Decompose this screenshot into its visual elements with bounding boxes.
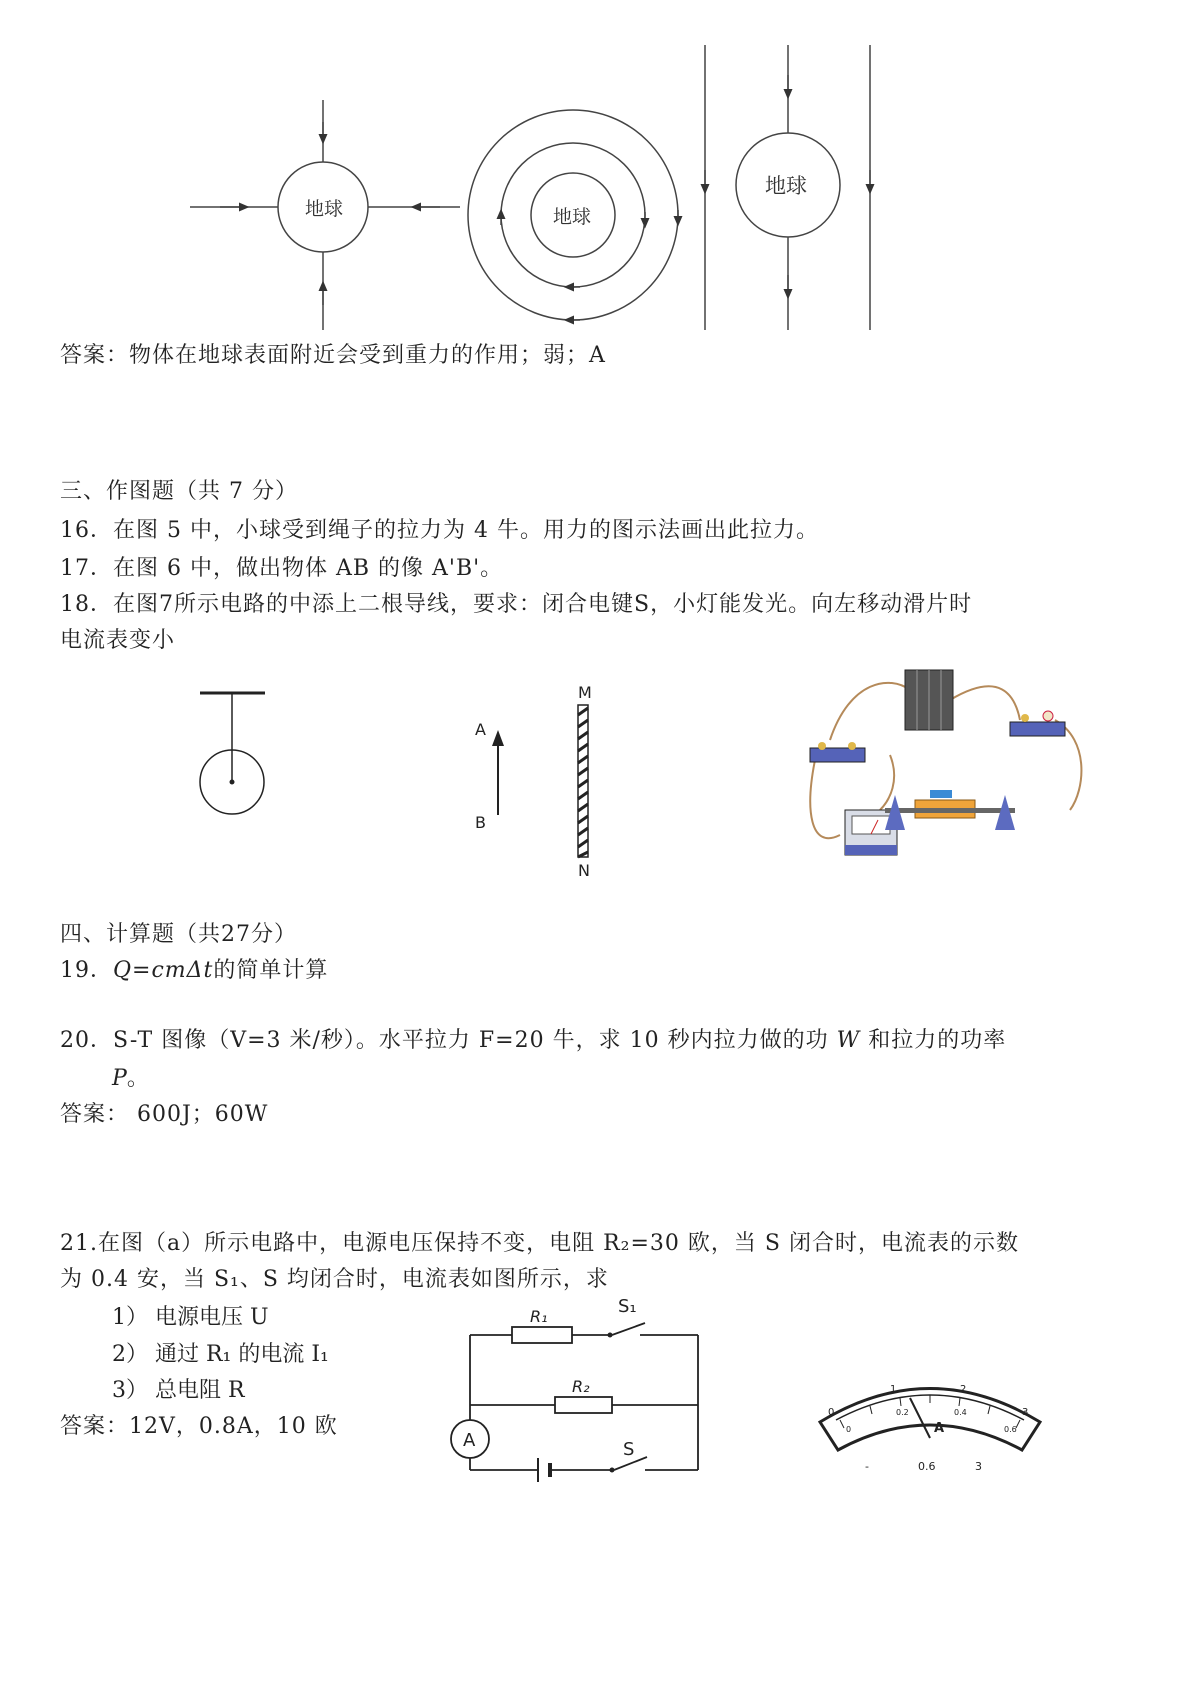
dial-tick-3: 3 bbox=[1022, 1407, 1029, 1418]
question-21-item-3: 3） 总电阻 R bbox=[112, 1378, 245, 1403]
rheostat-icon bbox=[885, 790, 1015, 830]
question-20-p: P bbox=[112, 1066, 127, 1091]
earth-parallel-field-diagram bbox=[705, 45, 870, 330]
figure-5-hanging-ball bbox=[190, 690, 280, 850]
earth-field-figure bbox=[180, 40, 960, 340]
question-18-line-2: 电流表变小 bbox=[60, 628, 176, 653]
earth-label: 地球 bbox=[765, 174, 807, 198]
resistor-r1 bbox=[512, 1327, 572, 1343]
answer-20: 答案： 600J；60W bbox=[60, 1102, 269, 1127]
circuit-diagram-a bbox=[440, 1290, 730, 1495]
dial-small-tick-3: 0.6 bbox=[1004, 1425, 1017, 1434]
s-label: S bbox=[623, 1439, 635, 1460]
dial-tick-2: 2 bbox=[960, 1384, 967, 1395]
point-b-label: B bbox=[475, 813, 486, 832]
figure-6-mirror bbox=[465, 680, 635, 880]
earth-radial-field-diagram bbox=[190, 100, 460, 330]
dial-tick-1: 1 bbox=[890, 1384, 897, 1395]
question-18-line-1: 18．在图7所示电路的中添上二根导线，要求：闭合电键S，小灯能发光。向左移动滑片时 bbox=[60, 592, 973, 617]
ammeter-dial bbox=[810, 1370, 1050, 1480]
question-19 bbox=[60, 953, 328, 984]
terminal-0-6: 0.6 bbox=[918, 1460, 936, 1473]
battery-symbol bbox=[538, 1458, 550, 1482]
earth-label: 地球 bbox=[553, 206, 592, 228]
section-3-title: 三、作图题（共 7 分） bbox=[60, 479, 298, 504]
question-19-formula: Q=cmΔt bbox=[113, 958, 214, 983]
question-20-text: 20．S-T 图像（V=3 米/秒）。水平拉力 F=20 牛，求 10 秒内拉力做的功 bbox=[60, 1028, 837, 1053]
terminal-negative: - bbox=[865, 1460, 869, 1473]
terminal-3: 3 bbox=[975, 1460, 982, 1473]
answer-15: 答案：物体在地球表面附近会受到重力的作用；弱；A bbox=[60, 343, 606, 368]
question-20-line-1 bbox=[60, 1023, 1006, 1054]
point-a-label: A bbox=[475, 720, 486, 739]
s1-label: S₁ bbox=[618, 1296, 637, 1317]
battery-icon bbox=[905, 670, 953, 730]
mirror-m-label: M bbox=[578, 683, 592, 702]
question-21-line-2: 为 0.4 安，当 S₁、S 均闭合时，电流表如图所示，求 bbox=[60, 1267, 609, 1292]
question-21-item-2: 2） 通过 R₁ 的电流 I₁ bbox=[112, 1342, 329, 1367]
ammeter-label: A bbox=[463, 1430, 476, 1451]
dial-small-tick-1: 0.2 bbox=[896, 1408, 909, 1417]
dial-tick-0: 0 bbox=[828, 1407, 835, 1418]
question-16: 16．在图 5 中，小球受到绳子的拉力为 4 牛。用力的图示法画出此拉力。 bbox=[60, 518, 819, 543]
dial-unit: A bbox=[934, 1421, 945, 1436]
dial-small-tick-2: 0.4 bbox=[954, 1408, 967, 1417]
figure-7-circuit-photo bbox=[800, 660, 1090, 870]
resistor-r2 bbox=[555, 1397, 612, 1413]
question-17: 17．在图 6 中，做出物体 AB 的像 A'B'。 bbox=[60, 556, 504, 581]
question-20-text-end: 和拉力的功率 bbox=[860, 1028, 1007, 1053]
question-21-line-1: 21.在图（a）所示电路中，电源电压保持不变，电阻 R₂=30 欧，当 S 闭合时，电流表的示数 bbox=[60, 1231, 1019, 1256]
question-19-number: 19． bbox=[60, 958, 113, 983]
dial-small-tick-0: 0 bbox=[846, 1425, 852, 1434]
question-20-line-2 bbox=[112, 1061, 149, 1092]
r1-label: R₁ bbox=[530, 1307, 548, 1326]
question-21-item-1: 1） 电源电压 U bbox=[112, 1305, 269, 1330]
switch-icon bbox=[810, 742, 865, 762]
r2-label: R₂ bbox=[572, 1377, 590, 1396]
mirror-n-label: N bbox=[578, 861, 590, 880]
earth-circular-field-diagram bbox=[468, 110, 678, 320]
question-19-text: 的简单计算 bbox=[213, 958, 329, 983]
answer-21: 答案：12V，0.8A，10 欧 bbox=[60, 1414, 338, 1439]
question-20-w: W bbox=[836, 1028, 861, 1053]
earth-label: 地球 bbox=[305, 198, 344, 220]
section-4-title: 四、计算题（共27分） bbox=[60, 922, 297, 947]
question-20-period: 。 bbox=[126, 1066, 149, 1091]
